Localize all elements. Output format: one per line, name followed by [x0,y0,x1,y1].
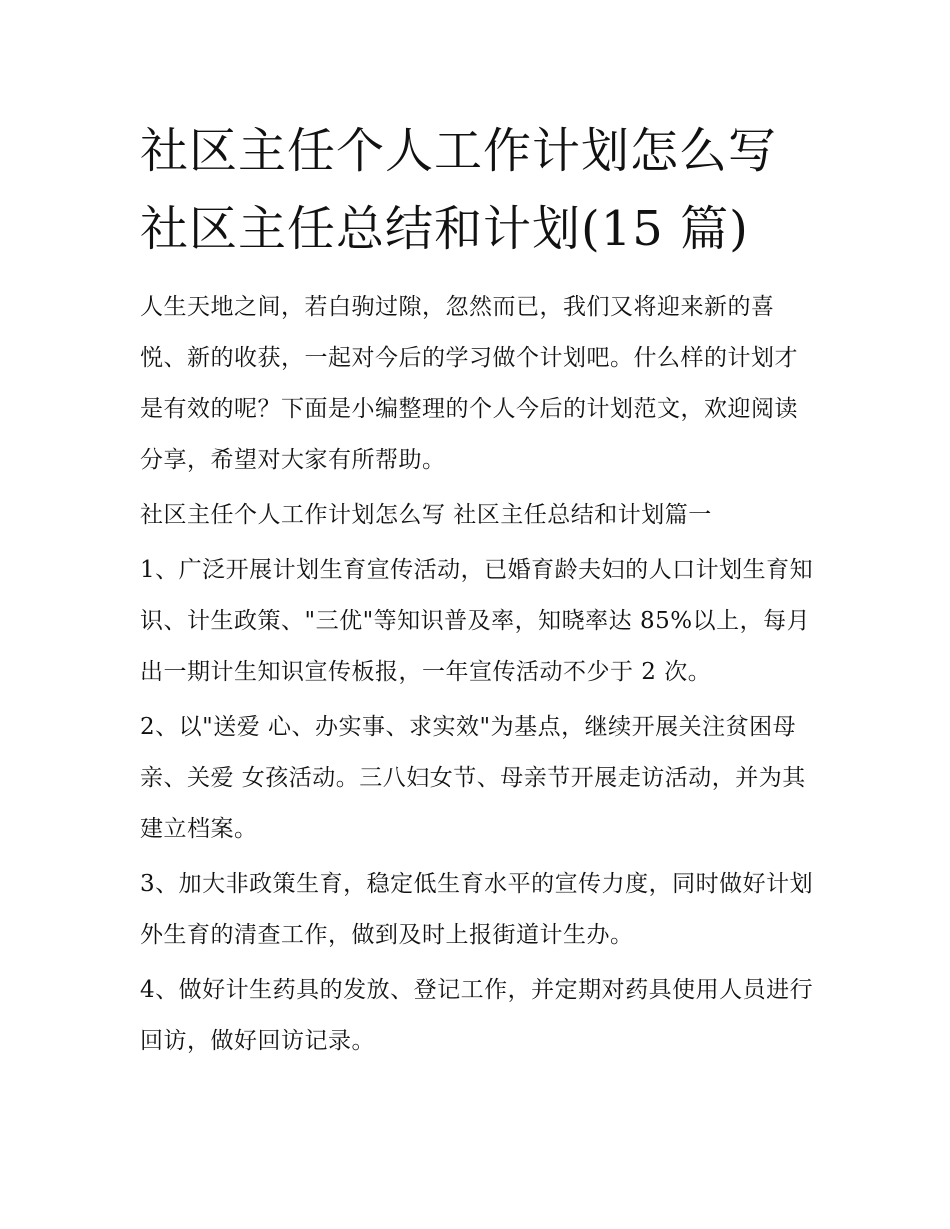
plan-item-4: 4、做好计生药具的发放、登记工作，并定期对药具使用人员进行回访，做好回访记录。 [140,977,814,1054]
title-line-2: 社区主任总结和计划(15 篇) [140,201,749,257]
plan-item-3: 3、加大非政策生育，稳定低生育水平的宣传力度，同时做好计划外生育的清查工作，做到及时上报街道计生办。 [140,871,814,948]
document-title [140,112,820,268]
title-line-1: 社区主任个人工作计划怎么写 [140,123,778,179]
document-content [140,112,820,1067]
plan-item-2: 2、以"送爱 心、办实事、求实效"为基点，继续开展关注贫困母亲、关爱 女孩活动。三八妇女节、母亲节开展走访活动，并为其建立档案。 [140,714,806,842]
section-heading: 社区主任个人工作计划怎么写 社区主任总结和计划篇一 [140,502,712,528]
plan-item-1: 1、广泛开展计划生育宣传活动，已婚育龄夫妇的人口计划生育知识、计生政策、"三优"等知识普及率，知晓率达 85%以上，每月出一期计生知识宣传板报，一年宣传活动不少于 2 次。 [140,557,814,685]
intro-paragraph: 人生天地之间，若白驹过隙，忽然而已，我们又将迎来新的喜悦、新的收获，一起对今后的学习做个计划吧。什么样的计划才是有效的呢？下面是小编整理的个人今后的计划范文，欢迎阅读分享，希望对大家有所帮助。 [140,294,798,473]
